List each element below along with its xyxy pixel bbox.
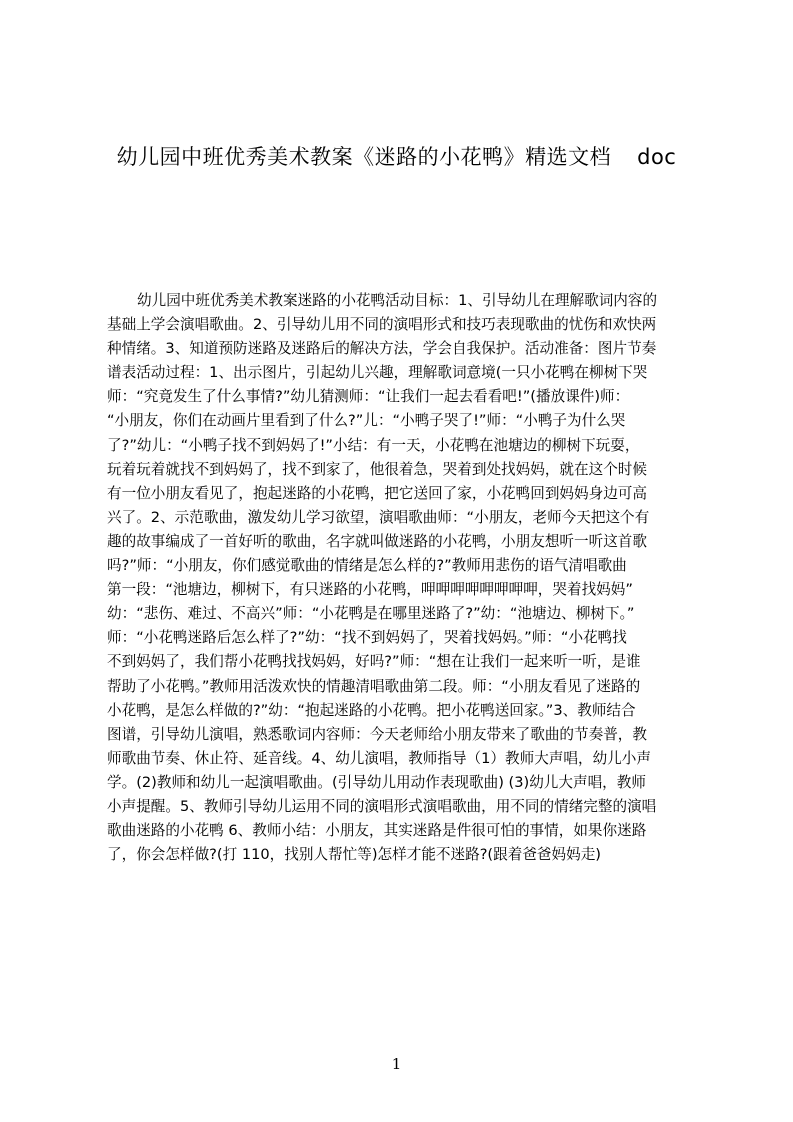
page-number: 1: [391, 1055, 402, 1073]
body-line: 幼儿园中班优秀美术教案迷路的小花鸭活动目标：1、引导幼儿在理解歌词内容的: [137, 292, 658, 309]
body-line: 帮助了小花鸭。”教师用活泼欢快的情趣清唱歌曲第二段。师：“小朋友看见了迷路的: [107, 677, 641, 695]
body-line: 学。(2)教师和幼儿一起演唱歌曲。(引导幼儿用动作表现歌曲) (3)幼儿大声唱，教师: [107, 773, 646, 791]
title-suffix: doc: [637, 145, 677, 169]
document-body: [107, 289, 699, 939]
body-line: 第一段：“池塘边，柳树下，有只迷路的小花鸭，呷呷呷呷呷呷呷呷，哭着找妈妈”: [107, 581, 633, 599]
body-line: 玩着玩着就找不到妈妈了，找不到家了，他很着急，哭着到处找妈妈，就在这个时候: [107, 460, 647, 478]
body-line: 师：“究竟发生了什么事情?”幼儿猜测师：“让我们一起去看看吧!”(播放课件)师：: [107, 388, 630, 406]
body-line: 不到妈妈了，我们帮小花鸭找找妈妈，好吗?”师：“想在让我们一起来听一听，是谁: [107, 653, 641, 671]
body-line: 幼：“悲伤、难过、不高兴”师：“小花鸭是在哪里迷路了?”幼：“池塘边、柳树下。”: [107, 605, 635, 623]
body-line: 了?”幼儿：“小鸭子找不到妈妈了!”小结：有一天，小花鸭在池塘边的柳树下玩耍，: [107, 436, 640, 454]
body-line: 了，你会怎样做?(打 110，找别人帮忙等)怎样才能不迷路?(跟着爸爸妈妈走): [107, 846, 601, 864]
body-line: 种情绪。3、知道预防迷路及迷路后的解决方法，学会自我保护。活动准备：图片节奏: [107, 340, 657, 358]
body-line: 谱表活动过程：1、出示图片，引起幼儿兴趣，理解歌词意境(一只小花鸭在柳树下哭: [107, 364, 648, 382]
body-line: 小声提醒。5、教师引导幼儿运用不同的演唱形式演唱歌曲，用不同的情绪完整的演唱: [107, 797, 657, 815]
body-line: 小花鸭，是怎么样做的?”幼：“抱起迷路的小花鸭。把小花鸭送回家。”3、教师结合: [107, 701, 636, 719]
body-line: 趣的故事编成了一首好听的歌曲，名字就叫做迷路的小花鸭，小朋友想听一听这首歌: [107, 532, 647, 550]
body-line: 有一位小朋友看见了，抱起迷路的小花鸭，把它送回了家，小花鸭回到妈妈身边可高: [107, 484, 647, 502]
body-line: 图谱，引导幼儿演唱，熟悉歌词内容师：今天老师给小朋友带来了歌曲的节奏普，教: [107, 725, 647, 743]
body-line: 师歌曲节奏、休止符、延音线。4、幼儿演唱，教师指导（1）教师大声唱，幼儿小声: [107, 749, 651, 767]
body-line: 基础上学会演唱歌曲。2、引导幼儿用不同的演唱形式和技巧表现歌曲的忧伤和欢快两: [107, 316, 657, 334]
body-line: 吗?”师：“小朋友，你们感觉歌曲的情绪是怎么样的?”教师用悲伤的语气清唱歌曲: [107, 557, 627, 575]
body-line: “小朋友，你们在动画片里看到了什么?”儿：“小鸭子哭了!”师：“小鸭子为什么哭: [107, 412, 626, 430]
body-line: 歌曲迷路的小花鸭 6、教师小结：小朋友，其实迷路是件很可怕的事情，如果你迷路: [107, 822, 647, 840]
body-line: 兴了。2、示范歌曲，激发幼儿学习欲望，演唱歌曲师：“小朋友，老师今天把这个有: [107, 508, 650, 526]
title-text: 幼儿园中班优秀美术教案《迷路的小花鸭》精选文档: [116, 145, 612, 169]
document-title: [0, 143, 793, 171]
body-line: 师：“小花鸭迷路后怎么样了?”幼：“找不到妈妈了，哭着找妈妈。”师：“小花鸭找: [107, 629, 627, 647]
